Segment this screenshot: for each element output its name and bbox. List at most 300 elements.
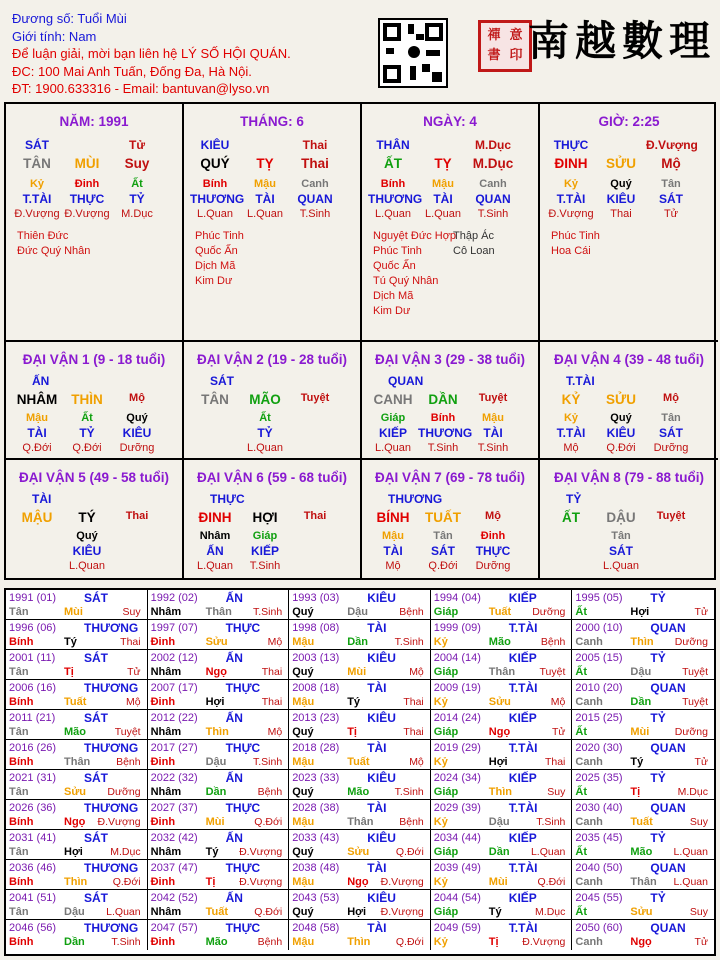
year-ten-god: ẤN [225, 711, 243, 725]
year-stage: Tuyệt [682, 666, 708, 678]
year-can: Bính [9, 816, 34, 828]
pillar-title: GIỜ: 2:25 [598, 114, 660, 129]
pillar-value: TỴ [256, 156, 274, 171]
year-label: 2011 (21) [9, 712, 56, 724]
year-chi: Dần [64, 936, 85, 948]
year-chi: Mão [488, 636, 511, 648]
year-chi: Dậu [630, 666, 652, 678]
dai-van-value: Mậu [382, 530, 404, 542]
shensha-star: Quốc Ấn [373, 260, 416, 272]
year-cell [431, 830, 573, 860]
pillar-value: Đ.Vượng [548, 208, 594, 220]
dai-van-stage: Tuyệt [656, 510, 686, 522]
year-can: Mậu [292, 636, 315, 648]
pillar-row [6, 156, 182, 173]
pillar-value: Kỷ [563, 178, 579, 190]
yearly-table [4, 588, 716, 956]
year-label: 2010 (20) [575, 682, 623, 694]
year-stage: Tử [551, 726, 566, 738]
year-cell [289, 710, 431, 740]
dai-van-pillar [540, 510, 718, 527]
pillar-row [540, 138, 718, 155]
dai-van-row [362, 560, 538, 577]
year-ten-god: T.TÀI [508, 861, 538, 875]
year-ten-god: QUAN [650, 801, 686, 815]
year-ten-god: TỶ [650, 591, 666, 605]
year-can: Canh [575, 636, 603, 648]
dai-van-7 [362, 460, 540, 578]
year-stage: Suy [689, 816, 708, 828]
pillar-row [184, 208, 360, 225]
year-cell [572, 890, 714, 920]
year-label: 2032 (42) [150, 832, 198, 844]
year-label: 2005 (15) [575, 652, 623, 664]
year-cell [148, 890, 290, 920]
pillar-value: SÁT [25, 138, 49, 152]
year-label: 2046 (56) [9, 922, 57, 934]
year-can: Kỷ [433, 936, 448, 948]
year-chi: Thân [347, 816, 374, 828]
year-chi: Mão [347, 786, 370, 798]
dai-van-pillar [184, 510, 360, 527]
pillar-value: Mộ [661, 156, 681, 171]
year-chi: Tị [630, 786, 641, 798]
year-cell [148, 650, 290, 680]
dai-van-row [6, 544, 182, 561]
year-can: Bính [9, 876, 34, 888]
dai-van-value: KIẾP [378, 426, 407, 440]
header-info [12, 10, 382, 98]
dai-van-value: THƯƠNG [418, 426, 473, 440]
year-cell [289, 740, 431, 770]
year-can: Tân [9, 666, 29, 678]
dai-van-value: Quý [126, 412, 148, 424]
year-chi: Tuất [630, 816, 653, 828]
dai-van-row [184, 544, 360, 561]
year-ten-god: ẤN [225, 591, 243, 605]
year-can: Đinh [150, 816, 176, 828]
dai-van-value: Giáp [252, 530, 278, 542]
year-ten-god: QUAN [650, 741, 686, 755]
pillar-value: Ất [131, 178, 143, 190]
year-chi: Ngọ [488, 726, 511, 738]
pillar-value: L.Quan [246, 208, 284, 220]
year-ten-god: KIẾP [508, 771, 537, 785]
year-label: 2007 (17) [150, 682, 198, 694]
year-ten-god: KIÊU [367, 591, 396, 605]
dai-van-value: T.Sinh [477, 442, 509, 454]
year-label: 2033 (43) [292, 832, 340, 844]
year-ten-god: TỶ [650, 831, 666, 845]
year-cell [289, 830, 431, 860]
year-stage: T.Sinh [394, 636, 424, 648]
year-stage: Tử [694, 756, 708, 768]
address-line: ĐC: 100 Mai Anh Tuấn, Đống Đa, Hà Nội. [12, 63, 252, 79]
dai-van-pillar [6, 392, 182, 409]
year-can: Ất [575, 846, 587, 858]
year-ten-god: TỶ [650, 711, 666, 725]
year-can: Giáp [433, 846, 459, 858]
year-stage: Q.Đới [254, 816, 283, 828]
year-stage: Tử [694, 936, 708, 948]
year-can: Ất [575, 666, 587, 678]
year-stage: Tuyệt [114, 726, 141, 738]
dai-van-stage: Mộ [485, 510, 501, 522]
year-cell [431, 920, 573, 950]
dai-van-value: TỶ [79, 426, 95, 440]
year-can: Quý [292, 846, 314, 858]
year-can: Ất [575, 906, 587, 918]
pillar-row [362, 208, 538, 225]
year-stage: Thai [403, 726, 424, 738]
year-label: 2042 (52) [150, 892, 198, 904]
year-ten-god: TỶ [650, 771, 666, 785]
pillar-value: QUAN [297, 192, 333, 206]
year-ten-god: ẤN [225, 831, 243, 845]
subject-line: Đương số: Tuổi Mùi [12, 11, 127, 26]
year-ten-god: TÀI [367, 621, 387, 635]
year-label: 2037 (47) [150, 862, 198, 874]
year-can: Đinh [150, 636, 176, 648]
year-can: Canh [575, 936, 603, 948]
pillar-row [184, 192, 360, 209]
year-ten-god: KIẾP [508, 891, 537, 905]
shensha-star: Kim Dư [373, 305, 411, 317]
year-cell [572, 800, 714, 830]
year-label: 2004 (14) [433, 652, 481, 664]
dai-van-value: Giáp [380, 412, 406, 424]
year-can: Kỷ [433, 876, 448, 888]
year-can: Mậu [292, 816, 315, 828]
dai-van-row [540, 426, 718, 443]
dai-van-4 [540, 342, 718, 460]
year-ten-god: THƯƠNG [84, 861, 139, 875]
dai-van-chi: MÃO [249, 392, 281, 407]
year-can: Giáp [433, 786, 459, 798]
year-label: 2001 (11) [9, 652, 56, 664]
year-stage: Thai [120, 636, 141, 648]
year-can: Canh [575, 756, 603, 768]
pillar-value: Thai [302, 138, 328, 152]
year-ten-god: THƯƠNG [84, 801, 139, 815]
dai-van-value: L.Quan [196, 560, 234, 572]
pillar-value: T.Sinh [477, 208, 509, 220]
pillar-row [362, 138, 538, 155]
year-chi: Dậu [64, 906, 85, 918]
dai-van-stage: Tuyệt [300, 392, 330, 404]
year-ten-god: T.TÀI [508, 621, 538, 635]
year-cell [148, 830, 290, 860]
pillar-value: Canh [479, 178, 507, 190]
pillar-3 [362, 104, 540, 342]
year-ten-god: QUAN [650, 861, 686, 875]
year-ten-god: THƯƠNG [84, 621, 139, 635]
year-cell [6, 590, 148, 620]
dai-van-title: ĐẠI VẬN 4 (39 - 48 tuổi) [553, 352, 705, 367]
year-cell [431, 770, 573, 800]
year-can: Tân [9, 726, 29, 738]
year-cell [431, 740, 573, 770]
year-can: Đinh [150, 696, 176, 708]
year-ten-god: TÀI [367, 741, 387, 755]
year-chi: Hợi [488, 756, 508, 768]
year-chi: Tuất [488, 606, 512, 618]
year-label: 2006 (16) [9, 682, 57, 694]
year-ten-god: THỰC [225, 921, 261, 935]
year-chi: Mùi [64, 606, 83, 618]
dai-van-can: BÍNH [376, 510, 410, 525]
year-can: Kỷ [433, 816, 448, 828]
pillar-value: Quý [610, 178, 632, 190]
year-label: 2008 (18) [292, 682, 340, 694]
shensha-star: Hoa Cái [551, 245, 591, 257]
year-chi: Thìn [347, 936, 371, 948]
year-ten-god: ẤN [225, 651, 243, 665]
pillar-row [362, 156, 538, 173]
dai-van-value: Kỷ [563, 412, 579, 424]
year-cell [572, 860, 714, 890]
year-label: 2035 (45) [575, 832, 623, 844]
year-stage: Đ.Vượng [522, 936, 566, 948]
year-chi: Mùi [488, 876, 508, 888]
pillar-value: TỶ [129, 192, 145, 206]
year-stage: M.Dục [677, 786, 708, 798]
year-chi: Dần [630, 696, 652, 708]
year-label: 2034 (44) [433, 832, 481, 844]
year-ten-god: THỰC [225, 681, 261, 695]
year-stage: Thai [544, 756, 566, 768]
year-chi: Thìn [488, 786, 513, 798]
shensha-star: Nguyệt Đức Hợp [373, 230, 457, 242]
year-label: 2028 (38) [292, 802, 340, 814]
year-chi: Thìn [205, 726, 229, 738]
year-can: Nhâm [150, 726, 182, 738]
pillar-row [362, 192, 538, 209]
year-ten-god: TỶ [650, 891, 666, 905]
year-stage: Bệnh [540, 636, 566, 648]
year-chi: Hợi [630, 606, 650, 618]
year-label: 1997 (07) [150, 622, 198, 634]
pillar-value: Kỷ [29, 178, 45, 190]
dai-van-chi: DẬU [606, 510, 636, 525]
shensha-star: Phúc Tinh [373, 245, 422, 257]
year-ten-god: KIẾP [508, 591, 537, 605]
dai-van-2 [184, 342, 362, 460]
year-chi: Tị [205, 876, 216, 888]
pillar-value: TÂN [23, 156, 51, 171]
year-ten-god: TÀI [367, 861, 387, 875]
year-label: 1998 (08) [292, 622, 340, 634]
year-can: Tân [9, 906, 29, 918]
pillar-value: KIÊU [200, 138, 230, 152]
dai-van-chi: TÝ [78, 510, 96, 525]
year-can: Quý [292, 666, 314, 678]
year-chi: Ngọ [205, 666, 227, 678]
dai-van-value: Ất [259, 412, 271, 424]
dai-van-title: ĐẠI VẬN 5 (49 - 58 tuổi) [18, 470, 170, 485]
dai-van-value: KIÊU [122, 426, 152, 440]
year-chi: Tý [630, 756, 644, 768]
year-label: 2018 (28) [292, 742, 340, 754]
dai-van-stage: Thai [125, 510, 149, 522]
pillars-grid [4, 102, 716, 580]
contact-line: Để luận giải, mời bạn liên hệ LÝ SỐ HỘI QUÁN. [12, 46, 291, 62]
year-chi: Mão [205, 936, 228, 948]
dai-van-pillar [6, 510, 182, 527]
dai-van-row [362, 442, 538, 459]
year-label: 1993 (03) [292, 592, 340, 604]
year-stage: Bệnh [399, 606, 424, 618]
year-chi: Dần [488, 846, 510, 858]
year-can: Mậu [292, 876, 315, 888]
shensha-star: Kim Dư [195, 275, 233, 287]
year-chi: Thìn [64, 876, 88, 888]
pillar-value: M.Dục [475, 138, 511, 152]
year-can: Canh [575, 816, 603, 828]
year-ten-god: TÀI [367, 801, 387, 815]
year-ten-god: KIÊU [367, 831, 396, 845]
dai-van-title: ĐẠI VẬN 6 (59 - 68 tuổi) [196, 470, 348, 485]
year-cell [431, 680, 573, 710]
brand-logo [478, 10, 716, 80]
year-cell [6, 860, 148, 890]
year-can: Bính [9, 696, 34, 708]
year-can: Quý [292, 726, 314, 738]
year-stage: Mộ [409, 666, 424, 678]
year-chi: Mão [64, 726, 86, 738]
year-label: 1991 (01) [9, 592, 57, 604]
year-cell [572, 740, 714, 770]
dai-van-row [362, 426, 538, 443]
phone-email-line: ĐT: 1900.633316 - Email: bantuvan@lyso.vn [12, 81, 270, 97]
year-cell [148, 590, 290, 620]
pillar-value: T.TÀI [22, 192, 52, 206]
shensha-star: Dịch Mã [373, 290, 414, 302]
year-chi: Dậu [205, 756, 227, 768]
dai-van-row [6, 426, 182, 443]
year-label: 2048 (58) [292, 922, 340, 934]
year-can: Kỷ [433, 756, 448, 768]
pillar-row [6, 208, 182, 225]
year-can: Giáp [433, 606, 459, 618]
year-cell [6, 740, 148, 770]
year-chi: Ngọ [64, 816, 86, 828]
year-stage: L.Quan [106, 906, 141, 918]
year-stage: Đ.Vượng [97, 816, 141, 828]
year-stage: Bệnh [116, 756, 141, 768]
dai-van-8 [540, 460, 718, 578]
pillar-title: NGÀY: 4 [423, 114, 477, 129]
year-ten-god: QUAN [650, 681, 686, 695]
year-cell [6, 620, 148, 650]
year-ten-god: TÀI [367, 921, 387, 935]
dai-van-value: Đinh [480, 530, 506, 542]
dai-van-pillar [540, 392, 718, 409]
year-ten-god: KIÊU [367, 651, 396, 665]
year-cell [431, 860, 573, 890]
brand-title: 南越數理 [528, 17, 716, 65]
year-stage: T.Sinh [253, 606, 283, 618]
year-stage: Mộ [267, 636, 283, 648]
dai-van-value: Bính [430, 412, 456, 424]
dai-van-star: T.TÀI [566, 374, 595, 388]
year-cell [572, 770, 714, 800]
pillar-value: M.Dục [121, 208, 153, 220]
year-stage: Mộ [550, 696, 566, 708]
dai-van-value: KIÊU [72, 544, 102, 558]
pillar-title: THÁNG: 6 [240, 114, 304, 129]
pillar-4 [540, 104, 718, 342]
year-ten-god: T.TÀI [508, 741, 538, 755]
dai-van-value: L.Quan [602, 560, 640, 572]
pillar-value: QUÝ [200, 156, 230, 171]
pillar-value: ĐINH [554, 156, 588, 171]
year-cell [431, 590, 573, 620]
year-label: 2021 (31) [9, 772, 57, 784]
year-label: 2038 (48) [292, 862, 340, 874]
pillar-value: Canh [301, 178, 329, 190]
dai-van-value: TÀI [383, 544, 403, 558]
year-stage: L.Quan [673, 876, 708, 888]
dai-van-value: TÀI [483, 426, 503, 440]
year-label: 2043 (53) [292, 892, 340, 904]
pillar-row [184, 156, 360, 173]
dai-van-value: Quý [76, 530, 98, 542]
dai-van-title: ĐẠI VẬN 8 (79 - 88 tuổi) [553, 470, 705, 485]
year-chi: Dậu [347, 606, 368, 618]
dai-van-value: Quý [610, 412, 632, 424]
year-ten-god: QUAN [650, 621, 686, 635]
dai-van-value: Mộ [385, 560, 401, 572]
gender-line: Giới tính: Nam [12, 28, 97, 44]
year-ten-god: ẤN [225, 771, 243, 785]
shensha-star: Quốc Ấn [195, 245, 238, 257]
year-chi: Mùi [205, 816, 225, 828]
year-ten-god: KIẾP [508, 831, 537, 845]
year-label: 1996 (06) [9, 622, 57, 634]
pillar-value: ẤT [384, 156, 402, 171]
year-cell [572, 920, 714, 950]
year-stage: L.Quan [673, 846, 708, 858]
year-ten-god: T.TÀI [508, 681, 538, 695]
dai-van-star: THƯƠNG [388, 492, 443, 506]
year-cell [289, 860, 431, 890]
year-stage: Dưỡng [532, 606, 566, 618]
year-can: Tân [9, 606, 29, 618]
year-stage: Q.Đới [395, 936, 424, 948]
year-ten-god: KIÊU [367, 891, 396, 905]
year-stage: M.Dục [535, 906, 566, 918]
dai-van-chi: SỬU [606, 392, 636, 407]
pillar-value: Đ.Vượng [14, 208, 60, 220]
year-chi: Ngọ [630, 936, 652, 948]
year-ten-god: THỰC [225, 621, 261, 635]
year-can: Đinh [150, 756, 176, 768]
pillar-value: L.Quan [424, 208, 462, 220]
dai-van-pillar [362, 392, 538, 409]
year-cell [431, 650, 573, 680]
year-can: Ất [575, 726, 587, 738]
dai-van-3 [362, 342, 540, 460]
dai-van-value: SÁT [659, 426, 683, 440]
year-cell [289, 800, 431, 830]
dai-van-row [362, 544, 538, 561]
year-cell [6, 830, 148, 860]
year-can: Ất [575, 786, 587, 798]
pillar-value: Tử [128, 138, 146, 152]
year-can: Nhâm [150, 846, 182, 858]
year-ten-god: TÀI [367, 681, 387, 695]
